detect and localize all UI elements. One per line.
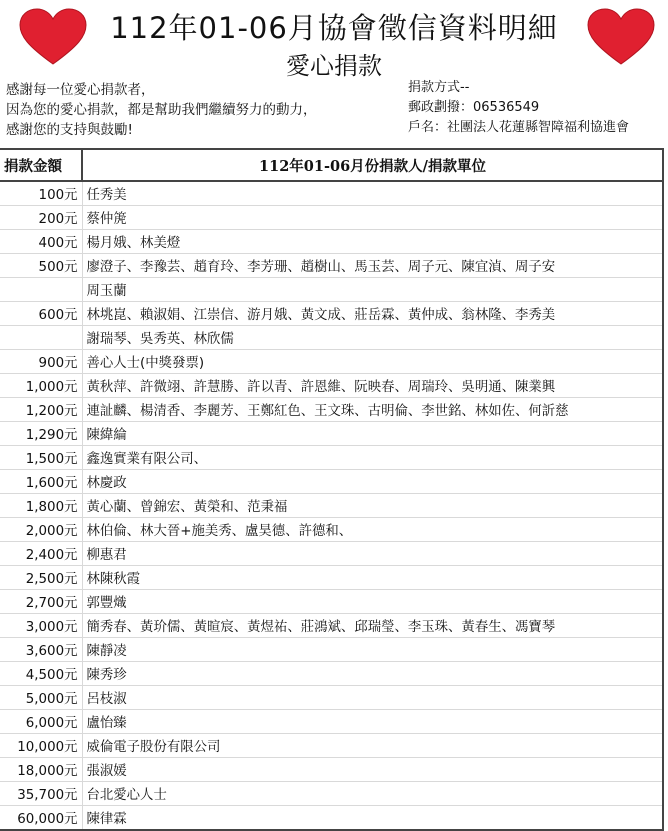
donor-names: 陳律霖 [82,806,663,831]
thanks-message [6,80,317,140]
table-row [0,734,663,758]
donation-amount: 5,000元 [0,686,82,710]
donor-names: 周玉蘭 [82,278,663,302]
donation-amount: 600元 [0,302,82,326]
table-row [0,590,663,614]
table-row [0,518,663,542]
donation-amount: 1,600元 [0,470,82,494]
table-row [0,470,663,494]
donor-names: 呂枝淑 [82,686,663,710]
donor-names: 任秀美 [82,181,663,206]
donations-table [0,148,664,831]
thanks-line: 因為您的愛心捐款，都是幫助我們繼續努力的動力， [6,102,317,118]
payment-info [408,78,629,138]
donor-names: 張淑媛 [82,758,663,782]
donor-names: 楊月娥、林美燈 [82,230,663,254]
donation-amount: 60,000元 [0,806,82,831]
table-header-row [0,149,663,181]
table-row [0,422,663,446]
donor-names: 連訨麟、楊清香、李麗芳、王鄭紅色、王文珠、古明倫、李世銘、林如佐、何訢慈 [82,398,663,422]
table-row [0,710,663,734]
table-row [0,398,663,422]
postal-account: 郵政劃撥：06536549 [408,100,540,115]
table-row [0,614,663,638]
donor-names: 陳秀珍 [82,662,663,686]
donation-amount: 3,000元 [0,614,82,638]
table-row [0,326,663,350]
table-row [0,542,663,566]
table-row [0,782,663,806]
donor-names: 蔡仲箎 [82,206,663,230]
donation-amount: 100元 [0,181,82,206]
donor-names: 廖澄子、李豫芸、趙育玲、李芳珊、趙樹山、馬玉芸、周子元、陳宜湞、周子安 [82,254,663,278]
donation-amount: 1,290元 [0,422,82,446]
donor-names: 黃心蘭、曾錦宏、黃榮和、范秉福 [82,494,663,518]
donor-names: 林陳秋霞 [82,566,663,590]
donor-names: 盧怡臻 [82,710,663,734]
table-row [0,374,663,398]
table-row [0,758,663,782]
donation-amount: 400元 [0,230,82,254]
donor-names: 善心人士(中獎發票) [82,350,663,374]
donation-amount: 2,400元 [0,542,82,566]
table-row [0,662,663,686]
donor-names: 林伯倫、林大晉+施美秀、盧昊德、許德和、 [82,518,663,542]
table-row [0,638,663,662]
table-row [0,566,663,590]
donor-names: 簡秀春、黃玠儒、黃暄宸、黃煜祐、莊鴻斌、邱瑞瑩、李玉珠、黃春生、馮寶琴 [82,614,663,638]
page-subtitle: 愛心捐款 [286,52,382,80]
donation-amount [0,278,82,302]
donation-amount: 35,700元 [0,782,82,806]
table-row [0,181,663,206]
donor-names: 威倫電子股份有限公司 [82,734,663,758]
donation-amount: 500元 [0,254,82,278]
payment-method: 捐款方式-- [408,80,470,95]
donor-names: 台北愛心人士 [82,782,663,806]
donation-amount: 4,500元 [0,662,82,686]
donor-names: 柳惠君 [82,542,663,566]
donor-names: 郭豐熾 [82,590,663,614]
donor-names: 陳靜凌 [82,638,663,662]
table-row [0,230,663,254]
table-row [0,206,663,230]
page-title: 112年01-06月協會徵信資料明細 [110,11,558,45]
donation-amount: 1,800元 [0,494,82,518]
column-header-donors: 112年01-06月份捐款人/捐款單位 [82,149,663,181]
donation-amount: 900元 [0,350,82,374]
table-row [0,446,663,470]
donation-amount: 200元 [0,206,82,230]
donation-amount: 2,000元 [0,518,82,542]
donation-amount: 3,600元 [0,638,82,662]
table-row [0,806,663,831]
donor-names: 林垗崑、賴淑娟、江崇信、游月娥、黃文成、莊岳霖、黃仲成、翁林隆、李秀美 [82,302,663,326]
table-row [0,494,663,518]
account-name: 戶名：社團法人花蓮縣智障福利協進會 [408,120,630,135]
table-row [0,686,663,710]
thanks-line: 感謝您的支持與鼓勵! [6,122,133,138]
donor-names: 黃秋萍、許微翊、許慧勝、許以青、許恩維、阮映春、周瑞玲、吳明通、陳業興 [82,374,663,398]
table-row [0,350,663,374]
donor-names: 鑫逸實業有限公司、 [82,446,663,470]
column-header-amount: 捐款金額 [0,149,82,181]
table-row [0,302,663,326]
table-row [0,254,663,278]
donor-names: 林慶政 [82,470,663,494]
donation-amount: 6,000元 [0,710,82,734]
table-row [0,278,663,302]
donation-amount: 18,000元 [0,758,82,782]
donor-names: 陳緯綸 [82,422,663,446]
donation-amount [0,326,82,350]
donor-names: 謝瑞琴、吳秀英、林欣儒 [82,326,663,350]
donation-amount: 1,200元 [0,398,82,422]
donation-amount: 1,500元 [0,446,82,470]
donation-amount: 2,700元 [0,590,82,614]
donation-amount: 2,500元 [0,566,82,590]
thanks-line: 感謝每一位愛心捐款者， [6,82,155,98]
donation-amount: 1,000元 [0,374,82,398]
donation-amount: 10,000元 [0,734,82,758]
